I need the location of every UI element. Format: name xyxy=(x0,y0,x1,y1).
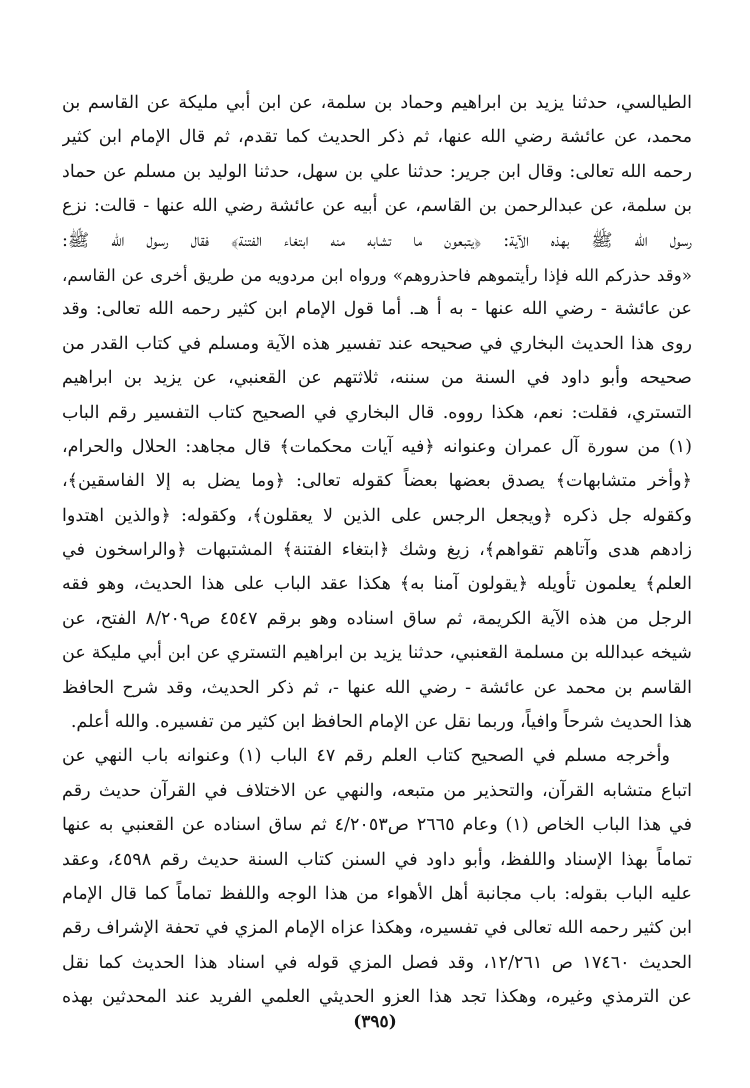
text-line: شيخه عبدالله بن مسلمة القعنبي، حدثنا يزيد بن ابراهيم التستري عن ابن أبي مليكة عن xyxy=(62,643,692,664)
text-line: زادهم هدى وآتاهم تقواهم﴾، زيغ وشك ﴿ابتغاء الفتنة﴾ المشتبهات ﴿والراسخون في xyxy=(62,540,692,561)
text-line: الطيالسي، حدثنا يزيد بن ابراهيم وحماد بن سلمة، عن ابن أبي مليكة عن القاسم بن xyxy=(62,93,692,113)
text-line: «وقد حذركم الله فإذا رأيتموهم فاحذروهم» ورواه ابن مردويه من طريق أخرى عن القاسم، xyxy=(62,264,692,285)
text-line: محمد، عن عائشة رضي الله عنها، ثم ذكر الحديث كما تقدم، ثم قال الإمام ابن كثير xyxy=(62,127,692,148)
text-line: بن سلمة، عن عبدالرحمن بن القاسم، عن أبيه عن عائشة رضي الله عنها - قالت: نزع xyxy=(62,196,692,217)
text-line: الرجل من هذه الآية الكريمة، ثم ساق اسناده وهو برقم ٤٥٤٧ ص٨/٢٠٩ الفتح، عن xyxy=(62,608,692,629)
text-line: تماماً بهذا الإسناد واللفظ، وأبو داود في السنن كتاب السنة حديث رقم ٤٥٩٨، وعقد xyxy=(62,849,692,870)
text-line: وكقوله جل ذكره ﴿ويجعل الرجس على الذين لا يعقلون﴾، وكقوله: ﴿والذين اهتدوا xyxy=(62,505,692,526)
text-line: عليه الباب بقوله: باب مجانبة أهل الأهواء من هذا الوجه واللفظ تماماً كما قال الإمام xyxy=(62,883,692,904)
text-line: ﴿وأخر متشابهات﴾ يصدق بعضها بعضاً كقوله تعالى: ﴿وما يضل به إلا الفاسقين﴾، xyxy=(62,471,692,492)
text-line: (١) من سورة آل عمران وعنوانه ﴿فيه آيات محكمات﴾ قال مجاهد: الحلال والحرام، xyxy=(62,436,692,457)
text-line: اتباع متشابه القرآن، والتحذير من متبعه، والنهي عن الاختلاف في القرآن حديث رقم xyxy=(62,780,692,801)
text-line: هذا الحديث شرحاً وافياً، وربما نقل عن الإمام الحافظ ابن كثير من تفسيره. والله أعلم. xyxy=(70,712,692,733)
text-line: صحيحه وأبو داود في السنة من سننه، ثلاثتهم عن القعنبي، عن يزيد بن ابراهيم xyxy=(62,368,692,389)
text-line: رسول الله ﷺ بهذه الآية: ﴿يتبعون ما تشابه منه ابتغاء الفتنة﴾ فقال رسول الله ﷺ: xyxy=(62,230,692,251)
text-line: رحمه الله تعالى: وقال ابن جرير: حدثنا علي بن سهل، حدثنا الوليد بن مسلم عن حماد xyxy=(62,161,692,182)
text-line: عن الترمذي وغيره، وهكذا تجد هذا العزو الحديثي العلمي الفريد عند المحدثين بهذه xyxy=(62,987,692,1008)
text-line: وأخرجه مسلم في الصحيح كتاب العلم رقم ٤٧ الباب (١) وعنوانه باب النهي عن xyxy=(62,746,671,767)
text-line: روى هذا الحديث البخاري في صحيحه عند تفسير هذه الآية ومسلم في كتاب القدر من xyxy=(62,333,692,354)
text-line: العلم﴾ يعلمون تأويله ﴿يقولون آمنا به﴾ هكذا عقد الباب على هذا الحديث، وهو فقه xyxy=(62,574,692,595)
text-line: في هذا الباب الخاص (١) وعام ٢٦٦٥ ص٤/٢٠٥٣ ثم ساق اسناده عن القعنبي به عنها xyxy=(62,815,692,836)
text-line: عن عائشة - رضي الله عنها - به أ هـ. أما قول الإمام ابن كثير رحمه الله تعالى: وقد xyxy=(62,299,692,320)
text-line: الحديث ١٧٤٦٠ ص ١٢/٢٦١، وقد فصل المزي قوله في اسناد هذا الحديث كما نقل xyxy=(62,952,692,973)
body-text xyxy=(62,86,692,1015)
text-line: القاسم بن محمد عن عائشة - رضي الله عنها -، ثم ذكر الحديث، وقد شرح الحافظ xyxy=(62,677,692,698)
text-line: ابن كثير رحمه الله تعالى في تفسيره، وهكذا عزاه الإمام المزي في تحفة الإشراف رقم xyxy=(62,918,692,939)
page-number: (٣٩٥) xyxy=(353,1012,397,1032)
text-line: التستري، فقلت: نعم، هكذا رووه. قال البخاري في الصحيح كتاب التفسير رقم الباب xyxy=(62,402,692,423)
